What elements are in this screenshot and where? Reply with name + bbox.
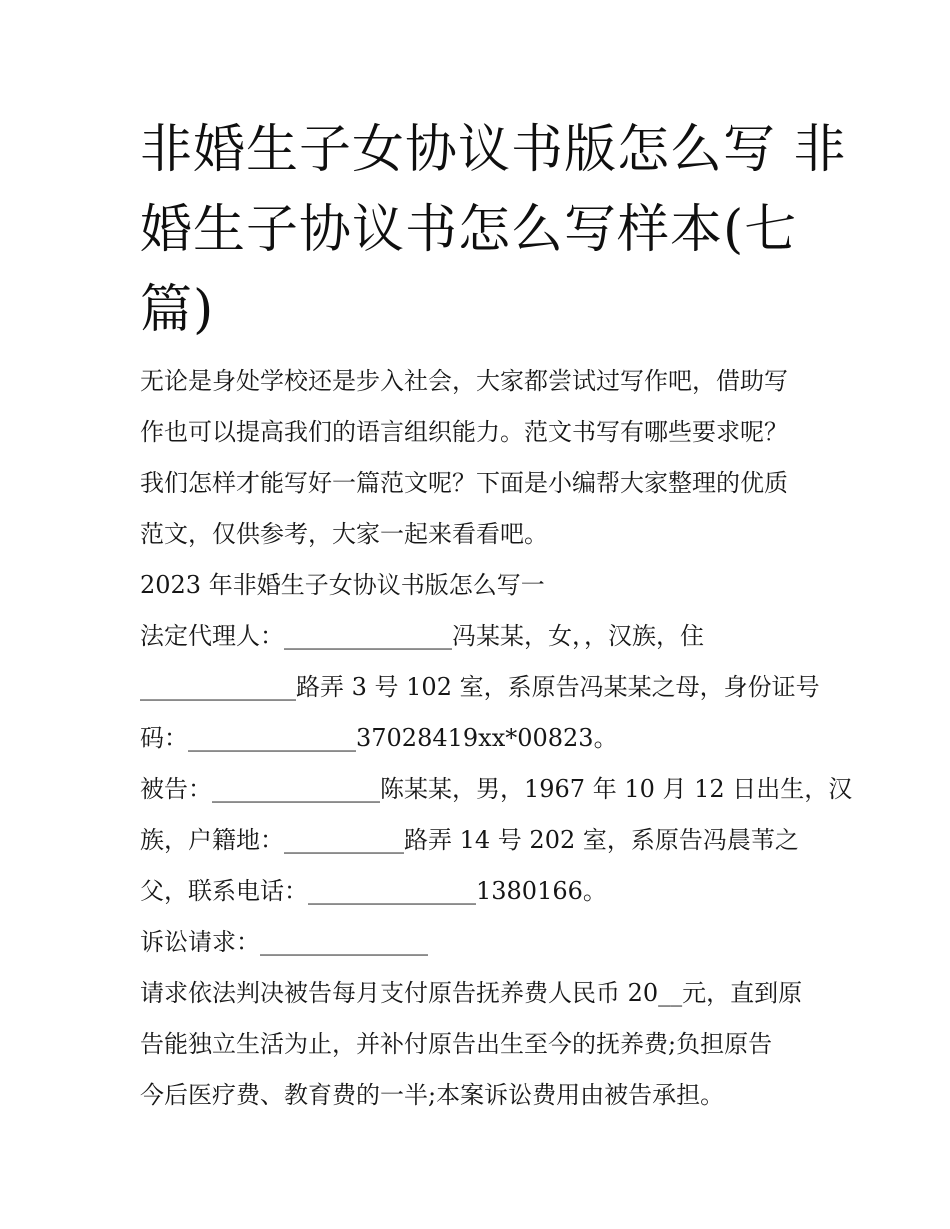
title-line: 婚生子协议书怎么写样本(七 <box>140 200 798 260</box>
body-line: 今后医疗费、教育费的一半;本案诉讼费用由被告承担。 <box>140 1081 725 1109</box>
section-heading: 2023 年非婚生子女协议书版怎么写一 <box>140 571 545 599</box>
body-line: 请求依法判决被告每月支付原告抚养费人民币 20__元，直到原 <box>140 979 803 1007</box>
body-line: 法定代理人：______________冯某某，女，，汉族，住 <box>140 622 704 650</box>
document-title <box>140 110 847 350</box>
body-line: 父，联系电话：______________1380166。 <box>140 877 607 905</box>
body-line: 诉讼请求：______________ <box>140 928 428 956</box>
body-line: 范文，仅供参考，大家一起来看看吧。 <box>140 520 548 548</box>
body-line: 码：______________37028419xx*00823。 <box>140 724 618 752</box>
body-line: 告能独立生活为止，并补付原告出生至今的抚养费;负担原告 <box>140 1030 773 1058</box>
body-line: 族，户籍地：__________路弄 14 号 202 室，系原告冯晨苇之 <box>140 826 799 854</box>
title-line: 非婚生子女协议书版怎么写 非 <box>140 120 847 180</box>
body-line: 我们怎样才能写好一篇范文呢？下面是小编帮大家整理的优质 <box>140 469 788 497</box>
body-line: 无论是身处学校还是步入社会，大家都尝试过写作吧，借助写 <box>140 367 788 395</box>
body-line: _____________路弄 3 号 102 室，系原告冯某某之母，身份证号 <box>140 673 820 701</box>
body-line: 被告：______________陈某某，男，1967 年 10 月 12 日出生，汉 <box>140 775 853 803</box>
document-body <box>140 356 853 1121</box>
body-line: 作也可以提高我们的语言组织能力。范文书写有哪些要求呢？ <box>140 418 788 446</box>
title-line: 篇) <box>140 280 215 340</box>
